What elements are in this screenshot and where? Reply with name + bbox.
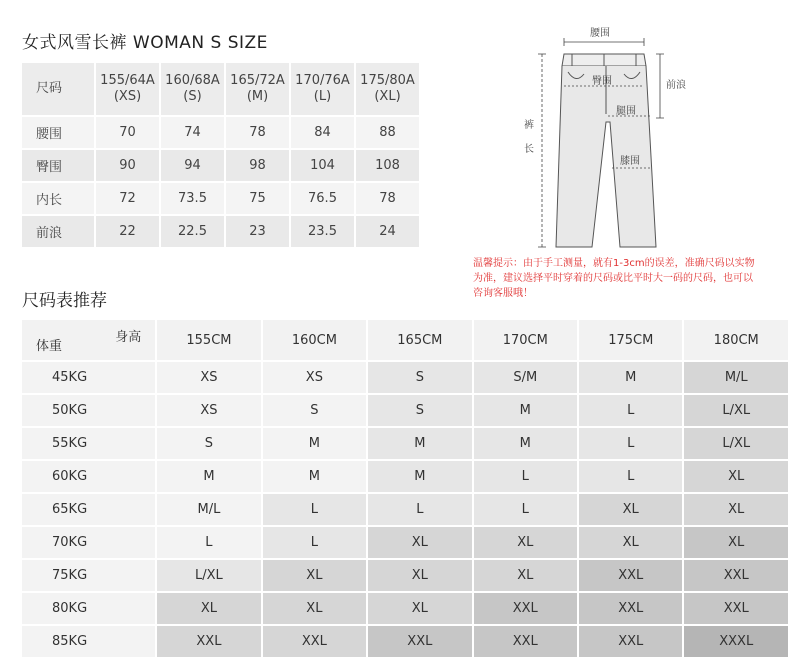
size-cell: 22 — [96, 216, 159, 247]
weight-label: 80KG — [22, 593, 155, 624]
waist-label: 腰围 — [590, 28, 610, 39]
size-col-header: 160/68A (S) — [161, 63, 224, 115]
recommend-size-cell: XL — [368, 593, 471, 624]
weight-label: 70KG — [22, 527, 155, 558]
recommend-row — [22, 461, 788, 492]
recommend-size-cell: XL — [684, 461, 788, 492]
size-cell: 22.5 — [161, 216, 224, 247]
recommend-size-cell: S — [263, 395, 366, 426]
recommend-size-cell: M/L — [157, 494, 260, 525]
height-header: 175CM — [579, 320, 682, 360]
weight-label: 85KG — [22, 626, 155, 657]
size-table-header — [22, 63, 419, 115]
recommend-size-cell: XL — [684, 527, 788, 558]
size-col-header: 175/80A (XL) — [356, 63, 419, 115]
recommend-row — [22, 527, 788, 558]
recommend-size-cell: M — [474, 428, 577, 459]
recommend-size-cell: M — [157, 461, 260, 492]
page-title: 女式风雪长裤 WOMAN S SIZE — [22, 33, 268, 53]
knee-label: 膝围 — [620, 156, 640, 167]
recommend-size-cell: XL — [474, 560, 577, 591]
recommend-size-cell: L — [579, 395, 682, 426]
measurement-tip: 温馨提示：由于手工测量，就有1-3cm的误差，准确尺码以实物为准，建议选择平时穿着的尺码或比平时大一码的尺码，也可以咨询客服哦！ — [473, 258, 755, 299]
recommend-size-cell: XS — [157, 362, 260, 393]
recommend-row — [22, 560, 788, 591]
recommend-size-cell: S — [368, 395, 471, 426]
recommend-header-row — [22, 320, 788, 360]
size-cell: 94 — [161, 150, 224, 181]
recommend-size-cell: M — [263, 461, 366, 492]
recommend-size-cell: XXL — [263, 626, 366, 657]
recommend-size-cell: L — [368, 494, 471, 525]
recommend-size-cell: XXL — [684, 593, 788, 624]
size-cell: 24 — [356, 216, 419, 247]
height-header: 170CM — [474, 320, 577, 360]
size-cell: 78 — [356, 183, 419, 214]
size-cell: 72 — [96, 183, 159, 214]
recommend-size-cell: XXL — [684, 560, 788, 591]
size-cell: 73.5 — [161, 183, 224, 214]
recommend-size-cell: XXL — [579, 626, 682, 657]
thigh-label: 腿围 — [616, 106, 636, 117]
corner-cell — [22, 320, 155, 360]
weight-axis-label: 体重 — [36, 339, 63, 354]
recommend-size-cell: L/XL — [157, 560, 260, 591]
recommend-size-cell: XL — [157, 593, 260, 624]
recommend-size-cell: S — [157, 428, 260, 459]
size-table — [20, 61, 421, 249]
recommend-size-cell: S/M — [474, 362, 577, 393]
weight-label: 75KG — [22, 560, 155, 591]
recommend-size-cell: L — [157, 527, 260, 558]
height-header: 165CM — [368, 320, 471, 360]
size-cell: 108 — [356, 150, 419, 181]
recommend-row — [22, 428, 788, 459]
recommend-row — [22, 395, 788, 426]
recommend-size-cell: XXL — [474, 626, 577, 657]
recommend-size-cell: XXL — [474, 593, 577, 624]
pants-diagram — [520, 22, 690, 257]
weight-label: 60KG — [22, 461, 155, 492]
size-cell: 90 — [96, 150, 159, 181]
weight-label: 50KG — [22, 395, 155, 426]
recommend-row — [22, 494, 788, 525]
height-header: 180CM — [684, 320, 788, 360]
recommend-table — [20, 318, 790, 659]
recommend-size-cell: XL — [474, 527, 577, 558]
recommend-size-cell: S — [368, 362, 471, 393]
size-cell: 75 — [226, 183, 289, 214]
size-row — [22, 216, 419, 247]
recommend-size-cell: XL — [579, 494, 682, 525]
recommend-row — [22, 593, 788, 624]
size-cell: 98 — [226, 150, 289, 181]
recommend-size-cell: M — [579, 362, 682, 393]
recommend-size-cell: XS — [263, 362, 366, 393]
size-col-header: 170/76A (L) — [291, 63, 354, 115]
size-row — [22, 117, 419, 148]
weight-label: 65KG — [22, 494, 155, 525]
size-cell: 88 — [356, 117, 419, 148]
recommend-size-cell: M — [474, 395, 577, 426]
hip-label: 臀围 — [592, 76, 612, 87]
weight-label: 45KG — [22, 362, 155, 393]
size-col-header: 155/64A (XS) — [96, 63, 159, 115]
size-row — [22, 183, 419, 214]
recommend-size-cell: M — [263, 428, 366, 459]
size-row-label: 臀围 — [22, 150, 94, 181]
recommend-size-cell: L — [579, 428, 682, 459]
size-header-label: 尺码 — [22, 63, 94, 115]
size-cell: 70 — [96, 117, 159, 148]
size-cell: 23.5 — [291, 216, 354, 247]
recommend-title: 尺码表推荐 — [22, 291, 107, 311]
recommend-size-cell: XL — [368, 560, 471, 591]
recommend-size-cell: M — [368, 428, 471, 459]
recommend-size-cell: M — [368, 461, 471, 492]
recommend-size-cell: XXL — [157, 626, 260, 657]
length-label-1: 裤 — [524, 120, 534, 131]
recommend-size-cell: XS — [157, 395, 260, 426]
front-rise-label: 前浪 — [666, 80, 686, 91]
size-cell: 76.5 — [291, 183, 354, 214]
recommend-size-cell: M/L — [684, 362, 788, 393]
height-axis-label: 身高 — [115, 330, 142, 345]
size-cell: 84 — [291, 117, 354, 148]
size-cell: 78 — [226, 117, 289, 148]
size-row-label: 前浪 — [22, 216, 94, 247]
recommend-row — [22, 362, 788, 393]
recommend-size-cell: L/XL — [684, 428, 788, 459]
size-row-label: 腰围 — [22, 117, 94, 148]
recommend-size-cell: L/XL — [684, 395, 788, 426]
height-header: 160CM — [263, 320, 366, 360]
size-cell: 104 — [291, 150, 354, 181]
size-col-header: 165/72A (M) — [226, 63, 289, 115]
recommend-size-cell: XL — [368, 527, 471, 558]
recommend-size-cell: XXL — [579, 560, 682, 591]
recommend-size-cell: XXL — [579, 593, 682, 624]
size-row-label: 内长 — [22, 183, 94, 214]
recommend-size-cell: XXL — [368, 626, 471, 657]
height-header: 155CM — [157, 320, 260, 360]
recommend-size-cell: XXXL — [684, 626, 788, 657]
recommend-size-cell: XL — [684, 494, 788, 525]
length-label-2: 长 — [524, 144, 534, 155]
size-cell: 74 — [161, 117, 224, 148]
size-cell: 23 — [226, 216, 289, 247]
recommend-size-cell: L — [474, 494, 577, 525]
recommend-size-cell: L — [579, 461, 682, 492]
recommend-size-cell: XL — [263, 560, 366, 591]
size-row — [22, 150, 419, 181]
recommend-size-cell: L — [474, 461, 577, 492]
recommend-size-cell: XL — [263, 593, 366, 624]
weight-label: 55KG — [22, 428, 155, 459]
recommend-size-cell: L — [263, 494, 366, 525]
recommend-row — [22, 626, 788, 657]
recommend-size-cell: XL — [579, 527, 682, 558]
recommend-size-cell: L — [263, 527, 366, 558]
